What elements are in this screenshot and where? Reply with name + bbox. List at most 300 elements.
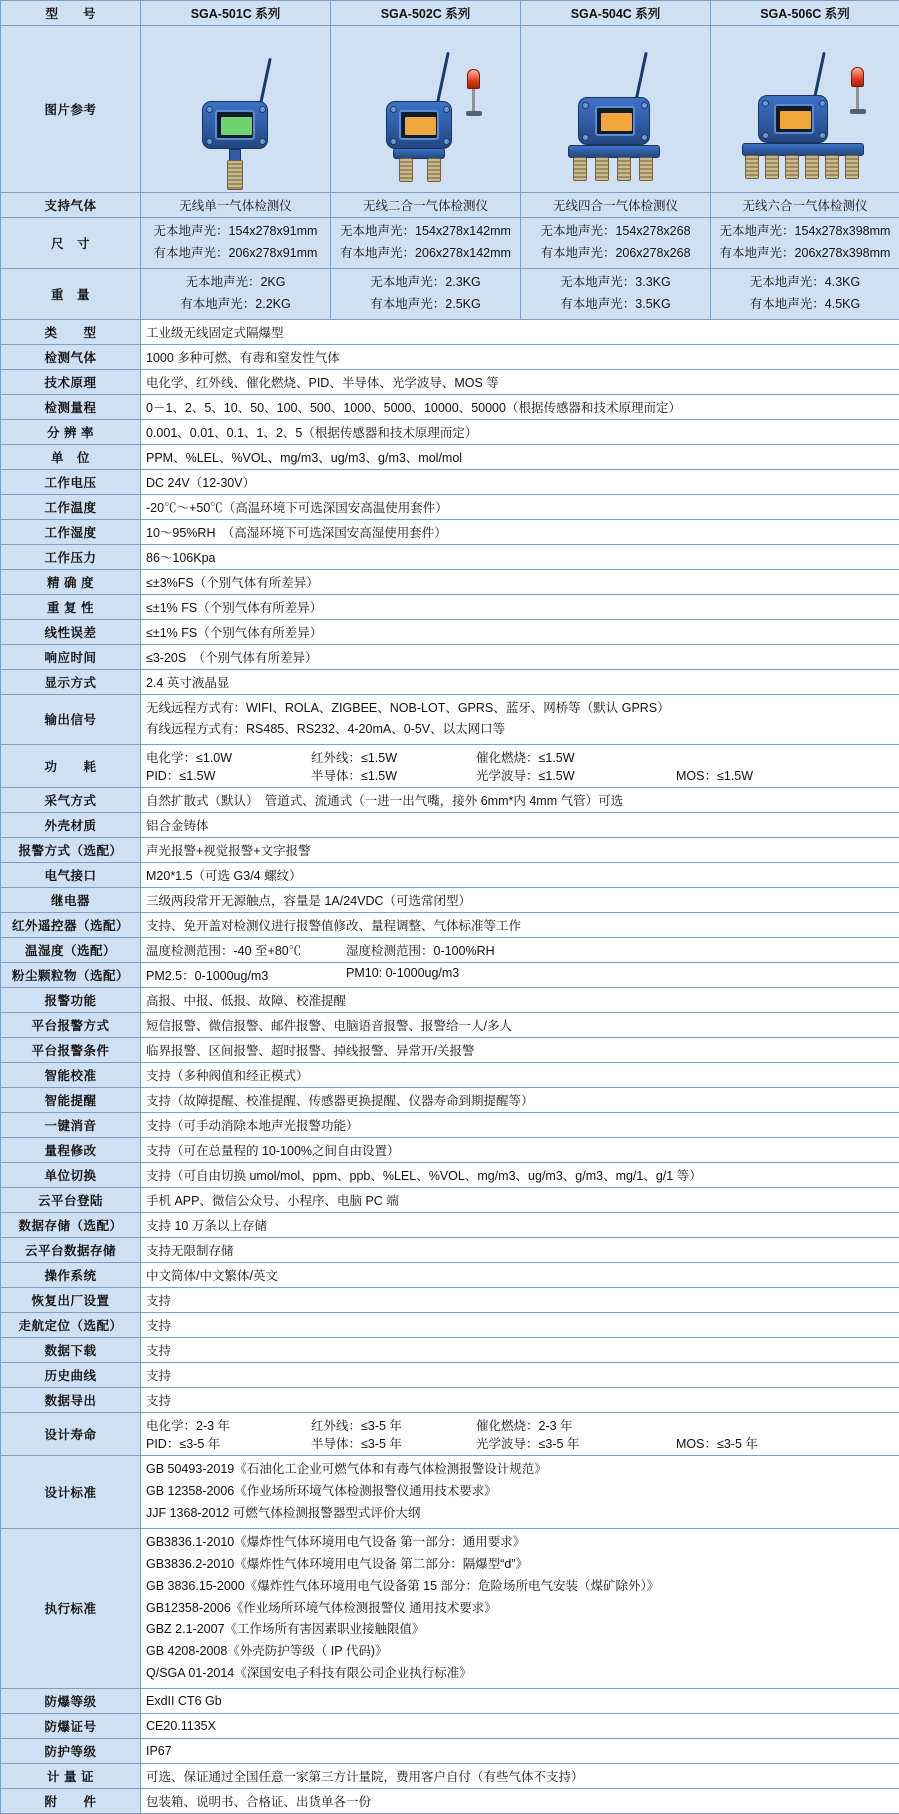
exec-standard-item-2: GB 3836.15-2000《爆炸性气体环境用电气设备第 15 部分：危险场所电气安装（煤矿除外）》 [146,1576,894,1598]
history-curve-value: 支持 [141,1363,899,1388]
ex-certificate-value: CE20.1135X [141,1714,899,1739]
gas-support-502c: 无线二合一气体检测仪 [331,193,521,218]
device-drawing-six [716,29,896,189]
sensor-probe [427,158,441,182]
table-row-data-export [1,1388,899,1413]
screw-icon [762,132,769,139]
power-val-4: ≤1.5W [179,769,215,783]
platform-alarm-mode-value: 短信报警、微信报警、邮件报警、电脑语音报警、报警给一人/多人 [141,1013,899,1038]
table-row-ip-grade [1,1739,899,1764]
smart-reminder-label: 智能提醒 [1,1088,141,1113]
gas-support-501c: 无线单一气体检测仪 [141,193,331,218]
table-row-header [1,1,899,26]
table-row-resolution [1,419,899,444]
display-value: 2.4 英寸液晶显 [141,669,899,694]
ip-grade-label: 防护等级 [1,1739,141,1764]
size-exp-504c: 有本地声光：206x278x268 [526,243,705,265]
product-image-504c [521,26,711,193]
data-storage-label: 数据存储（选配） [1,1213,141,1238]
table-row-response-time [1,644,899,669]
principle-value: 电化学、红外线、催化燃烧、PID、半导体、光学波导、MOS 等 [141,369,899,394]
design-life-label: 设计寿命 [1,1413,141,1456]
voltage-label: 工作电压 [1,469,141,494]
sensor-probe [399,158,413,182]
table-row-meter-certificate [1,1764,899,1789]
table-row-temp-humidity-option [1,938,899,963]
data-export-label: 数据导出 [1,1388,141,1413]
range-value: 0－1、2、5、10、50、100、500、1000、5000、10000、50000（根据传感器和技术原理而定） [141,394,899,419]
table-row-humidity [1,519,899,544]
sensor-probe [805,155,819,179]
pressure-value: 86～106Kpa [141,544,899,569]
power-val-6: ≤1.5W [539,769,575,783]
th-range-temp: 温度检测范围：-40 至+80℃ [146,941,346,959]
antenna-icon [436,52,450,103]
size-noexp-504c: 无本地声光：154x278x268 [526,221,705,243]
type-value: 工业级无线固定式隔爆型 [141,319,899,344]
table-row-factory-reset [1,1288,899,1313]
table-row-download [1,1338,899,1363]
beacon-base [466,111,482,116]
power-grid-line2 [146,766,894,784]
sensor-probe [825,155,839,179]
power-val-0: ≤1.0W [196,751,232,765]
detector-housing [202,101,268,149]
screw-icon [443,106,450,113]
detector-housing [386,101,452,149]
power-item-4 [146,766,311,784]
screw-icon [582,134,589,141]
data-export-value: 支持 [141,1388,899,1413]
table-row-voltage [1,469,899,494]
exec-standard-item-6: Q/SGA 01-2014《深国安电子科技有限公司企业执行标准》 [146,1663,894,1685]
display-bezel [595,106,635,136]
screw-icon [582,102,589,109]
life-item-5 [311,1434,476,1452]
life-item-2 [476,1416,676,1434]
dust-pm25: PM2.5：0-1000ug/m3 [146,966,346,984]
life-item-0 [146,1416,311,1434]
gps-value: 支持 [141,1313,899,1338]
platform-alarm-condition-value: 临界报警、区间报警、超时报警、掉线报警、异常开/关报警 [141,1038,899,1063]
range-modify-value: 支持（可在总量程的 10-100%之间自由设置） [141,1138,899,1163]
table-row-display [1,669,899,694]
life-item-7 [676,1434,758,1452]
exec-standard-item-0: GB3836.1-2010《爆炸性气体环境用电气设备 第一部分：通用要求》 [146,1532,894,1554]
os-label: 操作系统 [1,1263,141,1288]
output-wireless: 无线远程方式有：WIFI、ROLA、ZIGBEE、NOB-LOT、GPRS、蓝牙、网桥等（默认 GPRS） [146,698,894,720]
power-item-0 [146,748,311,766]
lcd-screen [221,117,252,135]
table-row-cloud-login [1,1188,899,1213]
cloud-login-value: 手机 APP、微信公众号、小程序、电脑 PC 端 [141,1188,899,1213]
weight-noexp-502c: 无本地声光：2.3KG [336,272,515,294]
range-label: 检测量程 [1,394,141,419]
life-grid-line1 [146,1416,894,1434]
weight-noexp-504c: 无本地声光：3.3KG [526,272,705,294]
screw-icon [819,100,826,107]
linearity-label: 线性误差 [1,619,141,644]
dust-pm10: PM10: 0-1000ug/m3 [346,966,459,984]
download-value: 支持 [141,1338,899,1363]
table-row-exec-standards [1,1528,899,1688]
detect-gas-value: 1000 多种可燃、有毒和窒发性气体 [141,344,899,369]
life-val-0: 2-3 年 [196,1419,230,1433]
power-label: 功 耗 [1,745,141,788]
life-key-1: 红外线： [311,1419,361,1433]
screw-icon [206,138,213,145]
weight-exp-504c: 有本地声光：3.5KG [526,294,705,316]
data-storage-value: 支持 10 万条以上存储 [141,1213,899,1238]
table-row-platform-alarm-mode [1,1013,899,1038]
life-item-4 [146,1434,311,1452]
cloud-storage-value: 支持无限制存储 [141,1238,899,1263]
unit-switch-value: 支持（可自由切换 umol/mol、ppm、ppb、%LEL、%VOL、mg/m3、ug/m3、g/m3、mg/1、g/1 等） [141,1163,899,1188]
repeatability-value: ≤±1% FS（个别气体有所差异） [141,594,899,619]
life-val-5: ≤3-5 年 [361,1437,402,1451]
power-key-4: PID： [146,769,179,783]
table-row-repeatability [1,594,899,619]
platform-alarm-condition-label: 平台报警条件 [1,1038,141,1063]
temp-humidity-value [141,938,899,963]
alarm-beacon-icon [467,69,480,89]
pressure-label: 工作压力 [1,544,141,569]
exec-standard-item-5: GB 4208-2008《外壳防护等级（ IP 代码)》 [146,1641,894,1663]
sensor-probe [785,155,799,179]
model-504c: SGA-504C 系列 [521,1,711,26]
principle-label: 技术原理 [1,369,141,394]
screw-icon [206,106,213,113]
unit-switch-label: 单位切换 [1,1163,141,1188]
table-row-type [1,319,899,344]
model-label: 型 号 [1,1,141,26]
meter-certificate-value: 可选、保证通过全国任意一家第三方计量院，费用客户自付（有些气体不支持） [141,1764,899,1789]
power-key-6: 光学波导： [476,769,539,783]
table-row-output-signal [1,694,899,745]
device-drawing-single [146,29,326,189]
unit-value: PPM、%LEL、%VOL、mg/m3、ug/m3、g/m3、mol/mol [141,444,899,469]
image-ref-label: 图片参考 [1,26,141,193]
table-row-remote [1,913,899,938]
table-row-mute [1,1113,899,1138]
accuracy-label: 精 确 度 [1,569,141,594]
power-key-0: 电化学： [146,751,196,765]
design-life-value [141,1413,899,1456]
device-drawing-dual [336,29,516,189]
weight-exp-506c: 有本地声光：4.5KG [716,294,894,316]
exec-standards-label: 执行标准 [1,1528,141,1688]
weight-exp-502c: 有本地声光：2.5KG [336,294,515,316]
cloud-login-label: 云平台登陆 [1,1188,141,1213]
exec-standard-item-4: GBZ 2.1-2007《工作场所有害因素职业接触限值》 [146,1619,894,1641]
display-bezel [215,110,255,140]
product-image-502c [331,26,521,193]
response-time-label: 响应时间 [1,644,141,669]
table-row-ex-grade [1,1689,899,1714]
accessory-label: 附 件 [1,1789,141,1814]
table-row-principle [1,369,899,394]
smart-calibration-value: 支持（多种阀值和经正模式） [141,1063,899,1088]
weight-noexp-506c: 无本地声光：4.3KG [716,272,894,294]
table-row-linearity [1,619,899,644]
lcd-screen [601,113,632,131]
sensor-probe [745,155,759,179]
gas-support-label: 支持气体 [1,193,141,218]
humidity-value: 10～95%RH （高湿环境下可选深国安高湿使用套件） [141,519,899,544]
beacon-pole [856,85,859,111]
sensor-probe [595,157,609,181]
antenna-icon [634,52,648,103]
weight-506c [711,268,899,319]
gps-label: 走航定位（选配） [1,1313,141,1338]
table-row-image-reference [1,26,899,193]
beacon-pole [472,87,475,113]
linearity-value: ≤±1% FS（个别气体有所差异） [141,619,899,644]
table-row-pressure [1,544,899,569]
table-row-data-storage [1,1213,899,1238]
table-row-design-standards [1,1456,899,1529]
life-key-5: 半导体： [311,1437,361,1451]
sensor-probe [845,155,859,179]
sensor-probe [639,157,653,181]
mute-label: 一键消音 [1,1113,141,1138]
factory-reset-value: 支持 [141,1288,899,1313]
life-item-6 [476,1434,676,1452]
size-noexp-501c: 无本地声光：154x278x91mm [146,221,325,243]
power-key-1: 红外线： [311,751,361,765]
design-standard-item-0: GB 50493-2019《石油化工企业可燃气体和有毒气体检测报警设计规范》 [146,1459,894,1481]
detector-housing [758,95,828,143]
screw-icon [641,102,648,109]
table-row-accessory [1,1789,899,1814]
size-label: 尺 寸 [1,218,141,269]
power-key-2: 催化燃烧： [476,751,539,765]
output-wired: 有线远程方式有：RS485、RS232、4-20mA、0-5V、以太网口等 [146,719,894,741]
weight-exp-501c: 有本地声光：2.2KG [146,294,325,316]
table-row-relay [1,888,899,913]
download-label: 数据下载 [1,1338,141,1363]
table-row-range [1,394,899,419]
life-key-4: PID： [146,1437,179,1451]
sensor-probe [573,157,587,181]
accessory-value: 包装箱、说明书、合格证、出货单各一份 [141,1789,899,1814]
size-501c [141,218,331,269]
table-row-range-modify [1,1138,899,1163]
table-row-smart-calibration [1,1063,899,1088]
resolution-value: 0.001、0.01、0.1、1、2、5（根据传感器和技术原理而定） [141,419,899,444]
table-row-smart-reminder [1,1088,899,1113]
table-row-design-life [1,1413,899,1456]
ex-certificate-label: 防爆证号 [1,1714,141,1739]
table-row-platform-alarm-condition [1,1038,899,1063]
table-row-unit-switch [1,1163,899,1188]
life-key-7: MOS： [676,1437,717,1451]
lcd-screen [780,111,811,129]
power-item-6 [476,766,676,784]
ex-grade-value: ExdII CT6 Gb [141,1689,899,1714]
table-row-dust-option [1,963,899,988]
size-506c [711,218,899,269]
shell-value: 铝合金铸体 [141,813,899,838]
design-standard-item-1: GB 12358-2006《作业场所环境气体检测报警仪通用技术要求》 [146,1481,894,1503]
response-time-value: ≤3-20S （个别气体有所差异） [141,644,899,669]
power-val-7: ≤1.5W [717,769,753,783]
life-key-6: 光学波导： [476,1437,539,1451]
table-row-ex-certificate [1,1714,899,1739]
display-bezel [774,104,814,134]
power-val-5: ≤1.5W [361,769,397,783]
power-item-5 [311,766,476,784]
weight-501c [141,268,331,319]
platform-alarm-mode-label: 平台报警方式 [1,1013,141,1038]
sensor-probe [617,157,631,181]
table-row-interface [1,863,899,888]
model-506c: SGA-506C 系列 [711,1,899,26]
accuracy-value: ≤±3%FS（个别气体有所差异） [141,569,899,594]
screw-icon [762,100,769,107]
screw-icon [259,138,266,145]
range-modify-label: 量程修改 [1,1138,141,1163]
life-item-1 [311,1416,476,1434]
th-range-humidity: 湿度检测范围：0-100%RH [346,941,495,959]
os-value: 中文简体/中文繁体/英文 [141,1263,899,1288]
screw-icon [390,106,397,113]
output-signal-label: 输出信号 [1,694,141,745]
display-label: 显示方式 [1,669,141,694]
table-row-temperature [1,494,899,519]
size-exp-501c: 有本地声光：206x278x91mm [146,243,325,265]
shell-label: 外壳材质 [1,813,141,838]
device-drawing-quad [526,29,706,189]
power-val-2: ≤1.5W [539,751,575,765]
unit-label: 单 位 [1,444,141,469]
screw-icon [390,138,397,145]
power-item-2 [476,748,676,766]
life-val-6: ≤3-5 年 [539,1437,580,1451]
table-row-os [1,1263,899,1288]
ip-grade-value: IP67 [141,1739,899,1764]
life-key-2: 催化燃烧： [476,1419,539,1433]
display-bezel [399,110,439,140]
alarm-function-label: 报警功能 [1,988,141,1013]
exec-standard-item-3: GB12358-2006《作业场所环境气体检测报警仪 通用技术要求》 [146,1598,894,1620]
gas-support-504c: 无线四合一气体检测仪 [521,193,711,218]
beacon-base [850,109,866,114]
model-501c: SGA-501C 系列 [141,1,331,26]
life-grid-line2 [146,1434,894,1452]
alarm-mode-label: 报警方式（选配） [1,838,141,863]
table-row-size [1,218,899,269]
power-val-1: ≤1.5W [361,751,397,765]
table-row-cloud-storage [1,1238,899,1263]
screw-icon [259,106,266,113]
screw-icon [819,132,826,139]
gas-support-506c: 无线六合一气体检测仪 [711,193,899,218]
sampling-value: 自然扩散式（默认） 管道式、流通式（一进一出气嘴，接外 6mm*内 4mm 气管）可选 [141,788,899,813]
screw-icon [443,138,450,145]
sampling-label: 采气方式 [1,788,141,813]
size-502c [331,218,521,269]
life-val-2: 2-3 年 [539,1419,573,1433]
alarm-function-value: 高报、中报、低报、故障、校准提醒 [141,988,899,1013]
size-exp-502c: 有本地声光：206x278x142mm [336,243,515,265]
sensor-probe [227,160,243,190]
life-key-0: 电化学： [146,1419,196,1433]
table-row-sampling [1,788,899,813]
relay-label: 继电器 [1,888,141,913]
weight-502c [331,268,521,319]
remote-label: 红外遥控器（选配） [1,913,141,938]
power-key-5: 半导体： [311,769,361,783]
temperature-value: -20℃～+50℃（高温环境下可选深国安高温使用套件） [141,494,899,519]
ex-grade-label: 防爆等级 [1,1689,141,1714]
table-row-gas-support [1,193,899,218]
type-label: 类 型 [1,319,141,344]
power-value [141,745,899,788]
table-row-history-curve [1,1363,899,1388]
weight-noexp-501c: 无本地声光：2KG [146,272,325,294]
size-noexp-506c: 无本地声光：154x278x398mm [716,221,894,243]
sensor-probe [765,155,779,179]
repeatability-label: 重 复 性 [1,594,141,619]
voltage-value: DC 24V（12-30V） [141,469,899,494]
dust-value [141,963,899,988]
relay-value: 三级两段常开无源触点，容量是 1A/24VDC（可选常闭型） [141,888,899,913]
table-row-shell [1,813,899,838]
table-row-power [1,745,899,788]
weight-label: 重 量 [1,268,141,319]
table-row-detect-gas [1,344,899,369]
life-val-7: ≤3-5 年 [717,1437,758,1451]
interface-value: M20*1.5（可选 G3/4 螺纹） [141,863,899,888]
table-row-alarm-function [1,988,899,1013]
exec-standard-item-1: GB3836.2-2010《爆炸性气体环境用电气设备 第二部分：隔爆型“d”》 [146,1554,894,1576]
humidity-label: 工作湿度 [1,519,141,544]
table-row-alarm-mode [1,838,899,863]
smart-reminder-value: 支持（故障提醒、校准提醒、传感器更换提醒、仪器寿命到期提醒等） [141,1088,899,1113]
table-row-gps [1,1313,899,1338]
alarm-beacon-icon [851,67,864,87]
power-grid-line1 [146,748,894,766]
power-item-7 [676,766,753,784]
table-row-accuracy [1,569,899,594]
resolution-label: 分 辨 率 [1,419,141,444]
table-row-unit [1,444,899,469]
dust-label: 粉尘颗粒物（选配） [1,963,141,988]
model-502c: SGA-502C 系列 [331,1,521,26]
life-val-1: ≤3-5 年 [361,1419,402,1433]
mute-value: 支持（可手动消除本地声光报警功能） [141,1113,899,1138]
detect-gas-label: 检测气体 [1,344,141,369]
power-item-1 [311,748,476,766]
temperature-label: 工作温度 [1,494,141,519]
screw-icon [641,134,648,141]
design-standards-value [141,1456,899,1529]
product-image-506c [711,26,899,193]
size-504c [521,218,711,269]
weight-504c [521,268,711,319]
remote-value: 支持、免开盖对检测仪进行报警值修改、量程调整、气体标准等工作 [141,913,899,938]
size-exp-506c: 有本地声光：206x278x398mm [716,243,894,265]
life-val-4: ≤3-5 年 [179,1437,220,1451]
power-key-7: MOS： [676,769,717,783]
table-row-weight [1,268,899,319]
size-noexp-502c: 无本地声光：154x278x142mm [336,221,515,243]
exec-standards-value [141,1528,899,1688]
design-standard-item-2: JJF 1368-2012 可燃气体检测报警器型式评价大纲 [146,1503,894,1525]
lcd-screen [405,117,436,135]
cloud-storage-label: 云平台数据存储 [1,1238,141,1263]
